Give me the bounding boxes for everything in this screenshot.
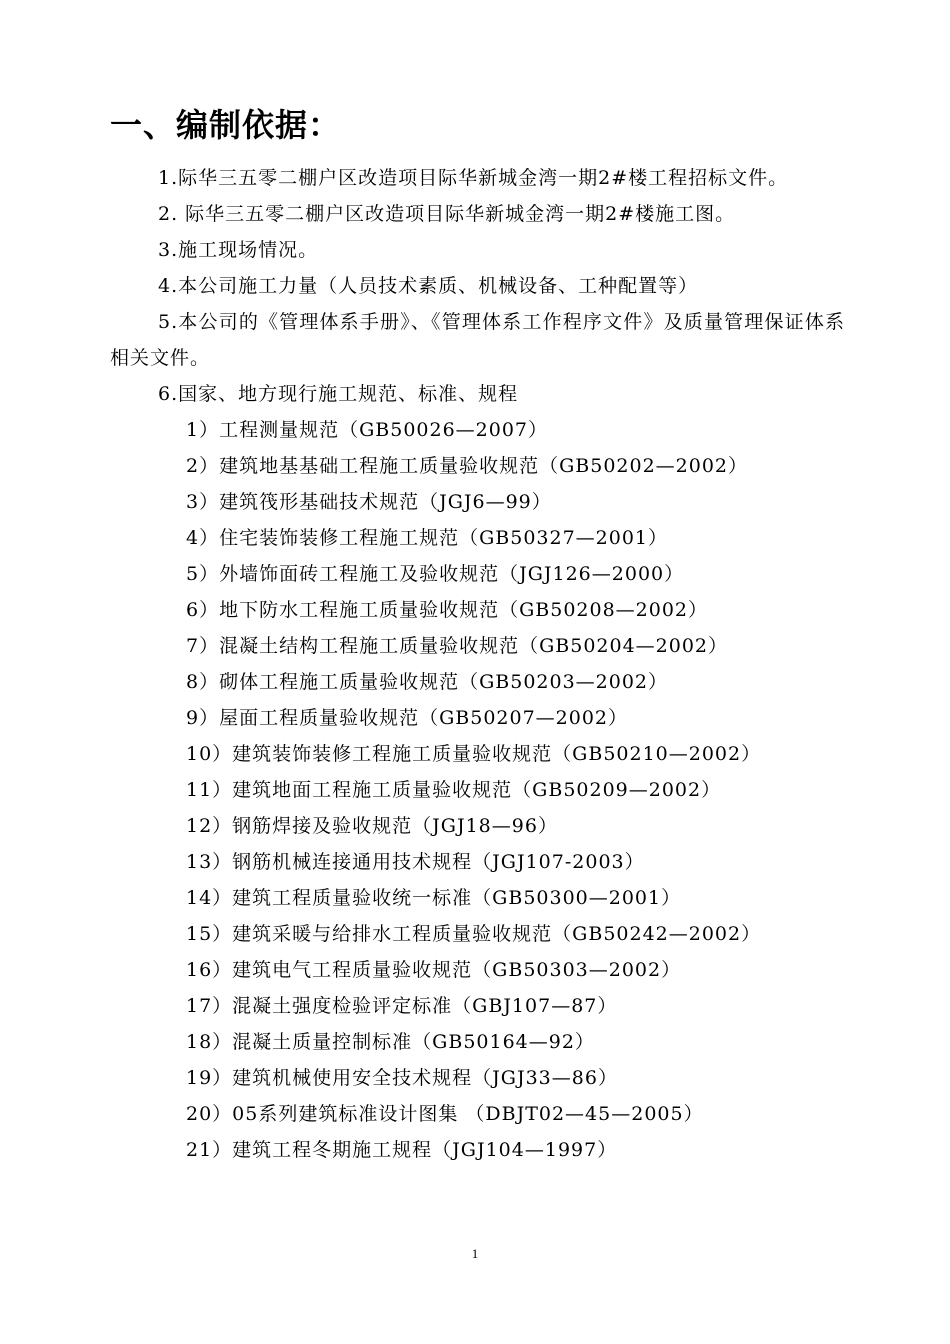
paragraph-construction-capacity: 4.本公司施工力量（人员技术素质、机械设备、工种配置等） [158,275,699,297]
standard-item: 19）建筑机械使用安全技术规程（JGJ33—86） [186,1067,618,1089]
standard-item: 1）工程测量规范（GB50026—2007） [186,419,549,441]
standard-item: 6）地下防水工程施工质量验收规范（GB50208—2002） [186,599,709,621]
standard-item: 14）建筑工程质量验收统一标准（GB50300—2001） [186,887,682,909]
standard-item: 10）建筑装饰装修工程施工质量验收规范（GB50210—2002） [186,743,762,765]
standard-item: 8）砌体工程施工质量验收规范（GB50203—2002） [186,671,669,693]
document-body [110,160,845,1168]
standard-item: 20）05系列建筑标准设计图集 （DBJT02—45—2005） [186,1103,704,1125]
page-number: 1 [471,1246,479,1261]
standard-item: 3）建筑筏形基础技术规范（JGJ6—99） [186,491,552,513]
standard-item: 12）钢筋焊接及验收规范（JGJ18—96） [186,815,558,837]
standard-item: 13）钢筋机械连接通用技术规程（JGJ107-2003） [186,851,645,873]
paragraph-site-conditions: 3.施工现场情况。 [158,239,319,261]
standard-item: 18）混凝土质量控制标准（GB50164—92） [186,1031,595,1053]
standard-item: 11）建筑地面工程施工质量验收规范（GB50209—2002） [186,779,722,801]
standard-item: 2）建筑地基基础工程施工质量验收规范（GB50202—2002） [186,455,749,477]
paragraph-national-standards: 6.国家、地方现行施工规范、标准、规程 [158,383,519,405]
paragraph-tender-documents: 1.际华三五零二棚户区改造项目际华新城金湾一期2#楼工程招标文件。 [158,167,789,189]
standard-item: 16）建筑电气工程质量验收规范（GB50303—2002） [186,959,682,981]
standard-item: 9）屋面工程质量验收规范（GB50207—2002） [186,707,629,729]
paragraph-management-system: 5.本公司的《管理体系手册》、《管理体系工作程序文件》及质量管理保证体系相关文件。 [110,311,845,369]
paragraph-construction-drawings: 2. 际华三五零二棚户区改造项目际华新城金湾一期2#楼施工图。 [158,203,736,225]
standard-item: 7）混凝土结构工程施工质量验收规范（GB50204—2002） [186,635,729,657]
standard-item: 4）住宅装饰装修工程施工规范（GB50327—2001） [186,527,669,549]
standards-list [110,412,845,1168]
standard-item: 17）混凝土强度检验评定标准（GBJ107—87） [186,995,618,1017]
standard-item: 15）建筑采暖与给排水工程质量验收规范（GB50242—2002） [186,923,762,945]
section-heading: 一、编制依据： [110,106,342,144]
standard-item: 5）外墙饰面砖工程施工及验收规范（JGJ126—2000） [186,563,685,585]
standard-item: 21）建筑工程冬期施工规程（JGJ104—1997） [186,1139,618,1161]
